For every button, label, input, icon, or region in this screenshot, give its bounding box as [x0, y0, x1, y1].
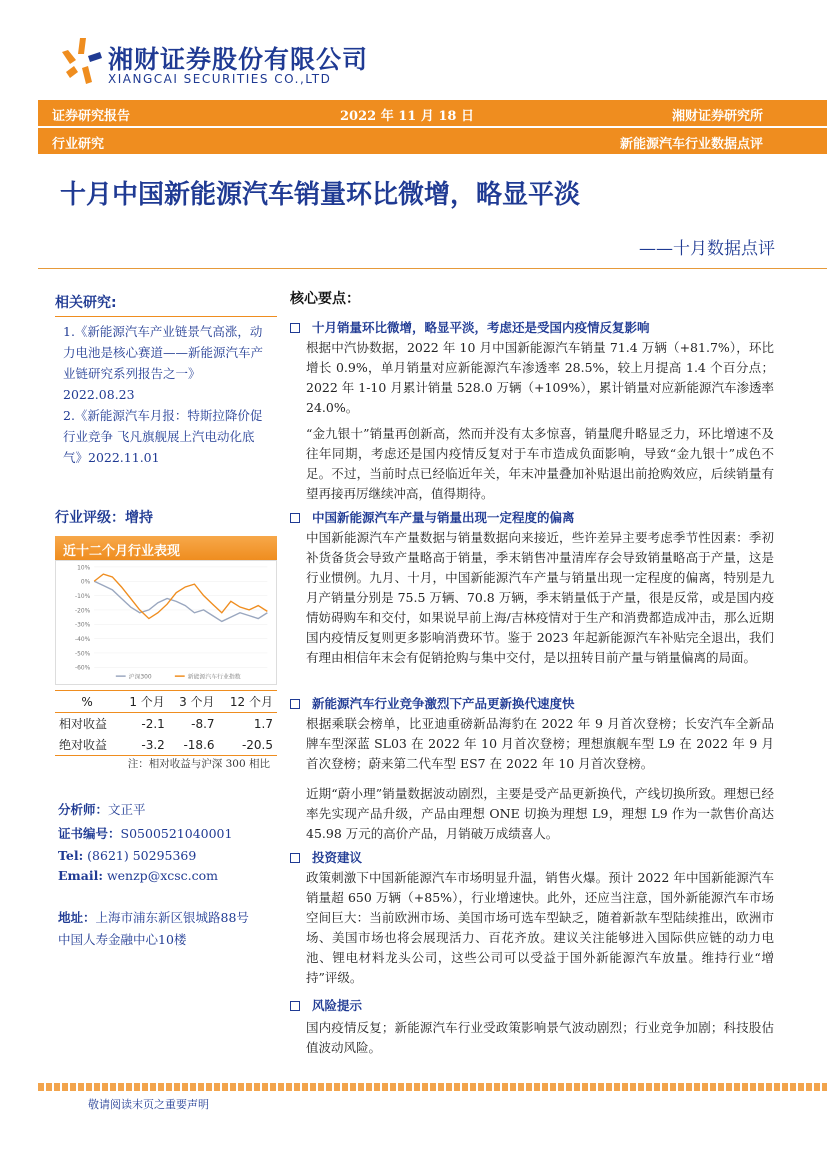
report-date: 2022 年 11 月 18 日 — [340, 109, 474, 124]
table-cell: -3.2 — [119, 734, 169, 756]
email-value[interactable]: wenzp@xcsc.com — [106, 868, 219, 883]
series-line — [94, 581, 267, 621]
footer-divider — [38, 1083, 827, 1091]
section-head — [290, 996, 362, 1014]
cert-value: S0500521040001 — [120, 826, 233, 841]
paragraph: 近期“蔚小理”销量数据波动剧烈，主要是受产品更新换代，产线切换所致。理想已经率先实现产品升级，产品由理想 ONE 切换为理想 L9，理想 L9 作为一款售价高达 45.98 万元的高价产品，月销破万成绩喜人。 — [306, 786, 774, 841]
company-name-en: XIANGCAI SECURITIES CO.,LTD — [108, 72, 332, 86]
y-tick-label: -60% — [75, 665, 91, 672]
table-header: 3 个月 — [169, 691, 219, 713]
y-tick-label: -10% — [75, 594, 91, 601]
checkbox-icon — [290, 699, 300, 709]
y-tick-label: -30% — [75, 622, 91, 629]
table-cell: 1.7 — [253, 716, 273, 731]
email-label: Email: — [58, 868, 103, 883]
legend-label: 沪深300 — [128, 674, 152, 681]
table-cell: 绝对收益 — [55, 734, 119, 756]
tel-value: (8621) 50295369 — [87, 848, 197, 863]
analyst — [58, 800, 146, 818]
industry-rating — [55, 507, 277, 527]
address — [58, 908, 249, 926]
performance-table — [55, 690, 277, 756]
company-name-cn: 湘财证券股份有限公司 — [108, 45, 369, 74]
legend-label: 新能源汽车行业指数 — [187, 674, 241, 681]
table-row — [55, 713, 277, 735]
category-bar — [38, 128, 827, 154]
checkbox-icon — [290, 853, 300, 863]
section-head — [290, 318, 650, 336]
section-head — [290, 508, 575, 526]
institute-name: 湘财证券研究所 — [671, 109, 763, 124]
page-title: 十月中国新能源汽车销量环比微增，略显平淡 — [60, 180, 581, 210]
section-title: 新能源汽车行业竞争激烈下产品更新换代速度快 — [312, 696, 575, 711]
section-head — [290, 848, 362, 866]
section-title: 风险提示 — [312, 998, 363, 1013]
header-bar — [38, 100, 827, 126]
telephone — [58, 848, 196, 863]
core-points-head: 核心要点： — [290, 291, 360, 307]
y-tick-label: 10% — [77, 565, 91, 572]
section-title: 十月销量环比微增，略显平淡，考虑还是受国内疫情反复影响 — [312, 320, 650, 335]
cert-label: 证书编号： — [58, 826, 121, 841]
performance-chart — [55, 560, 277, 685]
y-tick-label: -40% — [75, 637, 91, 644]
analyst-name: 文正平 — [108, 802, 146, 817]
table-cell: -20.5 — [219, 734, 277, 756]
addr-label: 地址： — [58, 910, 96, 925]
paragraph: 中国新能源汽车产量数据与销量数据向来接近，些许差异主要考虑季节性因素：季初补货备货会导致产量略高于销量，季末销售冲量清库存会导致销量略高于产量，这是行业惯例。九月、十月，中国新能源汽车产量与销量出现一定程度的偏离，特别是九月产销量分别是 75.5 万辆、70.8 万辆，季末销量低于产量，很是反常，或是国内疫情妨碍购车和交付，如果说早前上海/吉林疫情对于生产和消费都造成冲击，那么近期国内疫情反复则更多影响消费环节。鉴于 2023 年起新能源汽车补贴完全退出，我们有理由相信年末会有促销抢购与集中交付，是以扭转目前产量与销量偏离的局面。 — [306, 530, 774, 665]
related-item[interactable]: 1.《新能源汽车产业链景气高涨，动力电池是核心赛道——新能源汽车产业链研究系列报告之一》 2022.08.23 — [63, 324, 264, 402]
section-title: 投资建议 — [312, 850, 363, 865]
analyst-label: 分析师： — [58, 802, 109, 817]
related-research — [55, 292, 277, 468]
table-row — [55, 734, 277, 756]
addr-line1: 上海市浦东新区银城路88号 — [95, 910, 249, 925]
checkbox-icon — [290, 1001, 300, 1011]
table-header: 1 个月 — [119, 691, 169, 713]
section-head — [290, 694, 575, 712]
y-tick-label: -20% — [75, 608, 91, 615]
paragraph: 根据中汽协数据，2022 年 10 月中国新能源汽车销量 71.4 万辆（+81.7%），环比增长 0.9%，单月销量对应新能源汽车渗透率 28.5%，较上月提高 1.4 个百分点；2022 年 1-10 月累计销量 528.0 万辆（+109%），累计销量对应新能源汽车渗透率 24.0%。 — [306, 340, 775, 415]
rating-label: 行业评级：增持 — [55, 510, 153, 526]
paragraph: 根据乘联会榜单，比亚迪重磅新品海豹在 2022 年 9 月首次登榜；长安汽车全新品牌车型深蓝 SL03 在 2022 年 10 月首次登榜；理想旗舰车型 L9 在 2022 年 9 月首次登榜；蔚来第二代车型 ES7 在 2022 年 10 月首次登榜。 — [306, 716, 774, 771]
footer-disclaimer: 敬请阅读末页之重要声明 — [88, 1098, 209, 1111]
related-item[interactable]: 2.《新能源汽车月报：特斯拉降价促行业竞争 飞凡旗舰展上汽电动化底气》2022.11.01 — [63, 408, 263, 465]
title-divider — [38, 268, 827, 269]
paragraph: 政策刺激下中国新能源汽车市场明显升温，销售火爆。预计 2022 年中国新能源汽车销量超 650 万辆（+85%），行业增速快。此外，还应当注意，国外新能源汽车市场空间巨大：当前欧洲市场、美国市场可选车型缺乏，随着新款车型陆续推出，欧洲市场、美国市场也将会展现活力、百花齐放。建议关注能够进入国际供应链的动力电池、锂电材料龙头公司，这些公司可以受益于国外新能源汽车放量。维持行业“增持”评级。 — [306, 870, 774, 985]
tel-label: Tel: — [58, 848, 84, 863]
y-tick-label: 0% — [80, 579, 91, 586]
email — [58, 868, 218, 883]
table-header: % — [55, 691, 119, 713]
cert-number — [58, 824, 232, 842]
checkbox-icon — [290, 323, 300, 333]
page-subtitle: ——十月数据点评 — [639, 239, 775, 259]
address-line2: 中国人寿金融中心10楼 — [58, 932, 187, 947]
company-logo-icon — [60, 38, 102, 84]
paragraph: “金九银十”销量再创新高，然而并没有太多惊喜，销量爬升略显乏力，环比增速不及往年同期，考虑还是国内疫情反复对于车市造成负面影响，导致“金九银十”成色不足。不过，当前时点已经临近年关，年末冲量叠加补贴退出前抢购效应，后续销量有望再接再厉继续冲高，值得期待。 — [306, 426, 774, 501]
y-tick-label: -50% — [75, 651, 91, 658]
table-cell: -2.1 — [141, 716, 165, 731]
checkbox-icon — [290, 513, 300, 523]
table-note: 注：相对收益与沪深 300 相比 — [127, 758, 270, 770]
section-title: 中国新能源汽车产量与销量出现一定程度的偏离 — [312, 510, 575, 525]
table-header: 12 个月 — [219, 691, 277, 713]
report-type: 证券研究报告 — [52, 109, 131, 124]
table-cell: 相对收益 — [59, 717, 108, 731]
chart-title: 近十二个月行业表现 — [55, 536, 277, 560]
report-category: 行业研究 — [52, 137, 105, 152]
table-cell: -18.6 — [169, 734, 219, 756]
report-topic: 新能源汽车行业数据点评 — [619, 137, 763, 152]
related-head: 相关研究: — [55, 292, 277, 317]
table-cell: -8.7 — [191, 716, 215, 731]
paragraph: 国内疫情反复；新能源汽车行业受政策影响景气波动剧烈；行业竞争加剧；科技股估值波动风险。 — [306, 1020, 774, 1055]
